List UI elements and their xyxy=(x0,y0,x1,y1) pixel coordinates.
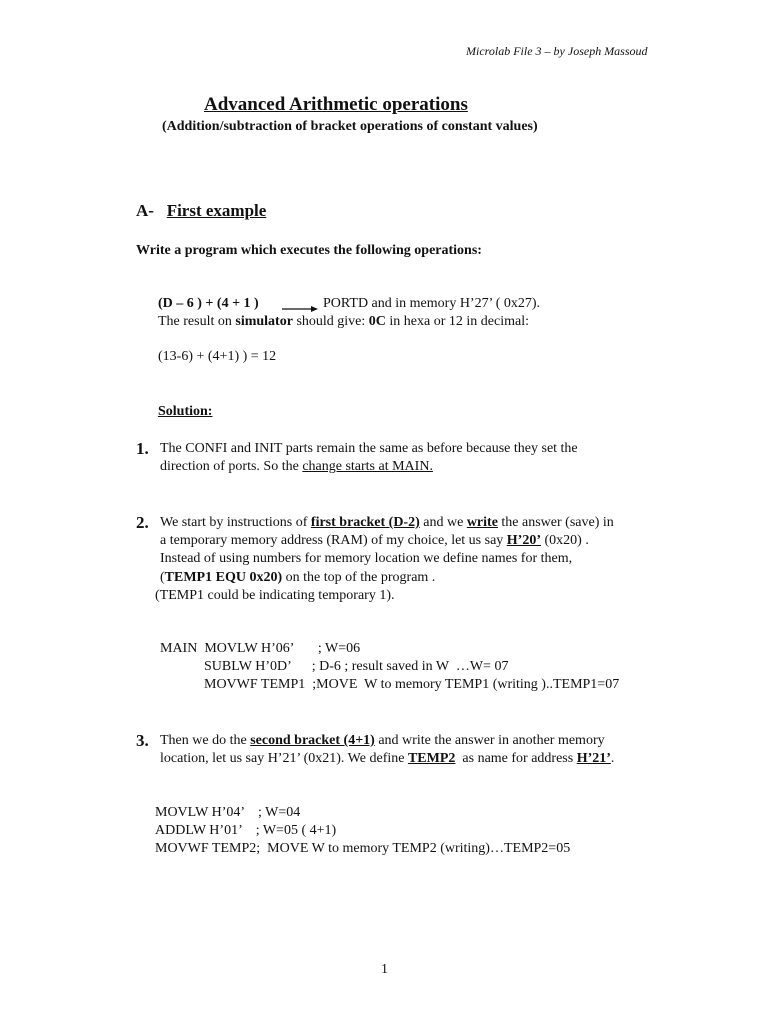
page-header: Microlab File 3 – by Joseph Massoud xyxy=(466,44,648,58)
step-2-line-2 xyxy=(160,533,589,549)
step-3-h21: H’21’ xyxy=(576,751,611,766)
step-2-text-c: the answer (save) in xyxy=(497,515,614,530)
code-2-line-3: MOVWF TEMP2; MOVE W to memory TEMP2 (writing)…TEMP2=05 xyxy=(155,841,571,856)
step-3-line-2 xyxy=(160,751,614,767)
step-2-line-4 xyxy=(160,570,435,586)
step-2-line-5: (TEMP1 could be indicating temporary 1). xyxy=(155,588,395,603)
section-a-label: First example xyxy=(166,201,267,220)
step-3-text-e: . xyxy=(610,751,615,766)
task-statement: Write a program which executes the following operations: xyxy=(136,243,482,258)
step-2-text-e: (0x20) . xyxy=(541,533,589,548)
code-1-line-1: MAIN MOVLW H’06’ ; W=06 xyxy=(160,641,361,656)
step-2-h20: H’20’ xyxy=(506,533,542,548)
section-a-prefix: A- xyxy=(136,201,154,220)
step-3-number: 3. xyxy=(136,731,149,750)
code-2-line-2: ADDLW H’01’ ; W=05 ( 4+1) xyxy=(155,823,337,838)
step-2-line-3: Instead of using numbers for memory location we define names for them, xyxy=(160,551,573,566)
code-2-line-1: MOVLW H’04’ ; W=04 xyxy=(155,805,301,820)
expression-right: PORTD and in memory H’27’ ( 0x27). xyxy=(323,296,541,311)
page-number: 1 xyxy=(381,962,388,977)
step-1-line-1: The CONFI and INIT parts remain the same as before because they set the xyxy=(160,441,578,456)
section-a-heading xyxy=(136,201,266,221)
result-text-1: The result on xyxy=(158,314,236,329)
step-3-second-bracket: second bracket (4+1) xyxy=(250,733,375,748)
expression-left: (D – 6 ) + (4 + 1 ) xyxy=(158,296,259,311)
document-title: Advanced Arithmetic operations xyxy=(204,94,468,115)
code-1-line-3: MOVWF TEMP1 ;MOVE W to memory TEMP1 (writing )..TEMP1=07 xyxy=(204,677,620,692)
document-subtitle: (Addition/subtraction of bracket operations of constant values) xyxy=(162,119,538,134)
step-2-text-a: We start by instructions of xyxy=(160,515,311,530)
solution-heading: Solution: xyxy=(158,404,213,419)
step-2-number: 2. xyxy=(136,513,149,532)
right-arrow-icon xyxy=(282,303,318,313)
calculation-line: (13-6) + (4+1) ) = 12 xyxy=(158,349,277,364)
step-1-number: 1. xyxy=(136,439,149,458)
step-3-temp2: TEMP2 xyxy=(407,751,456,766)
step-2-text-f: on the top of the program . xyxy=(282,570,436,585)
step-2-paren: ( xyxy=(160,570,165,585)
step-1-underlined: change starts at MAIN. xyxy=(302,459,433,474)
step-2-line-1 xyxy=(160,515,614,531)
step-2-write: write xyxy=(466,515,498,530)
result-bold-value: 0C xyxy=(368,314,386,329)
step-2-temp1-equ: TEMP1 EQU 0x20) xyxy=(164,570,283,585)
step-3-text-a: Then we do the xyxy=(160,733,251,748)
step-3-text-d: as name for address xyxy=(455,751,577,766)
step-3-text-b: and write the answer in another memory xyxy=(374,733,605,748)
result-bold-simulator: simulator xyxy=(235,314,293,329)
step-2-text-d: a temporary memory address (RAM) of my choice, let us say xyxy=(160,533,507,548)
result-text-3: in hexa or 12 in decimal: xyxy=(385,314,529,329)
step-2-first-bracket: first bracket (D-2) xyxy=(310,515,420,530)
step-1-line-2 xyxy=(160,459,433,475)
step-2-text-b: and we xyxy=(419,515,467,530)
step-3-text-c: location, let us say H’21’ (0x21). We define xyxy=(160,751,408,766)
expected-result-line xyxy=(158,314,529,330)
result-text-2: should give: xyxy=(292,314,369,329)
code-1-line-2: SUBLW H’0D’ ; D-6 ; result saved in W …W= 07 xyxy=(204,659,509,674)
step-1-text: direction of ports. So the xyxy=(160,459,303,474)
step-3-line-1 xyxy=(160,733,605,749)
